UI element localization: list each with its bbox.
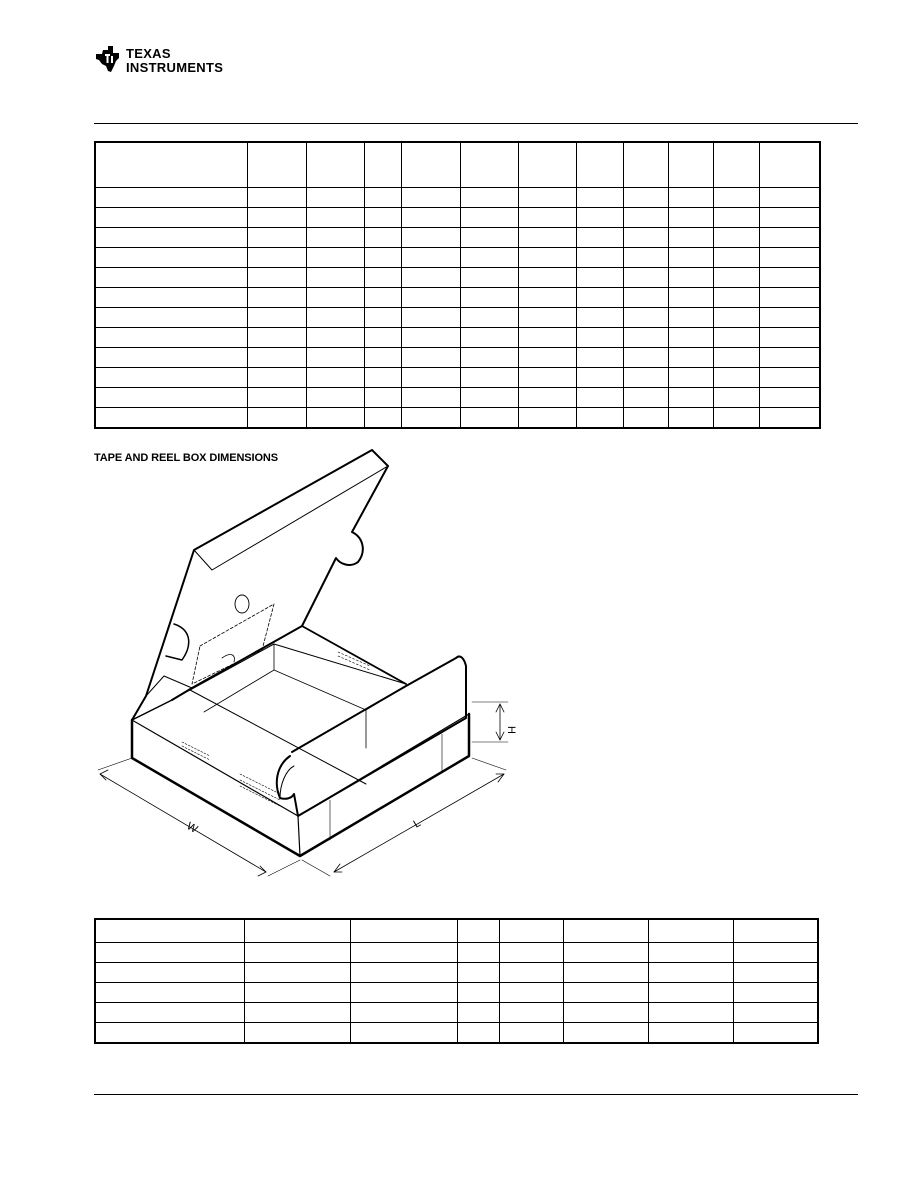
l-label: L <box>411 817 423 831</box>
table-row <box>95 368 820 388</box>
table-row <box>95 328 820 348</box>
table-row <box>95 348 820 368</box>
table-row <box>95 1003 818 1023</box>
tape-reel-info-table <box>94 141 821 429</box>
table-row <box>95 268 820 288</box>
box-lid <box>132 450 388 720</box>
table-row <box>95 188 820 208</box>
section-title: TAPE AND REEL BOX DIMENSIONS <box>94 452 279 464</box>
table-row <box>95 308 820 328</box>
box-dimensions-table <box>94 918 819 1044</box>
brand-line-2: INSTRUMENTS <box>126 60 224 75</box>
table-row <box>95 228 820 248</box>
table-header-row <box>95 919 818 943</box>
brand-line-1: TEXAS <box>126 46 171 61</box>
table-row <box>95 943 818 963</box>
table-row <box>95 388 820 408</box>
right-flap <box>277 656 466 816</box>
box-outer-outline <box>132 714 469 856</box>
ti-state-logo-icon <box>94 44 124 74</box>
tape-reel-box-illustration <box>94 448 524 888</box>
table-row <box>95 288 820 308</box>
table-row <box>95 963 818 983</box>
w-label: W <box>184 820 200 836</box>
table-row <box>95 408 820 429</box>
table-header-row <box>95 142 820 188</box>
table-row <box>95 983 818 1003</box>
header-rule <box>94 123 858 124</box>
table-row <box>95 208 820 228</box>
footer-rule <box>94 1094 858 1095</box>
table-row <box>95 248 820 268</box>
h-label: H <box>505 726 517 734</box>
table-row <box>95 1023 818 1044</box>
ti-logo <box>94 44 234 76</box>
